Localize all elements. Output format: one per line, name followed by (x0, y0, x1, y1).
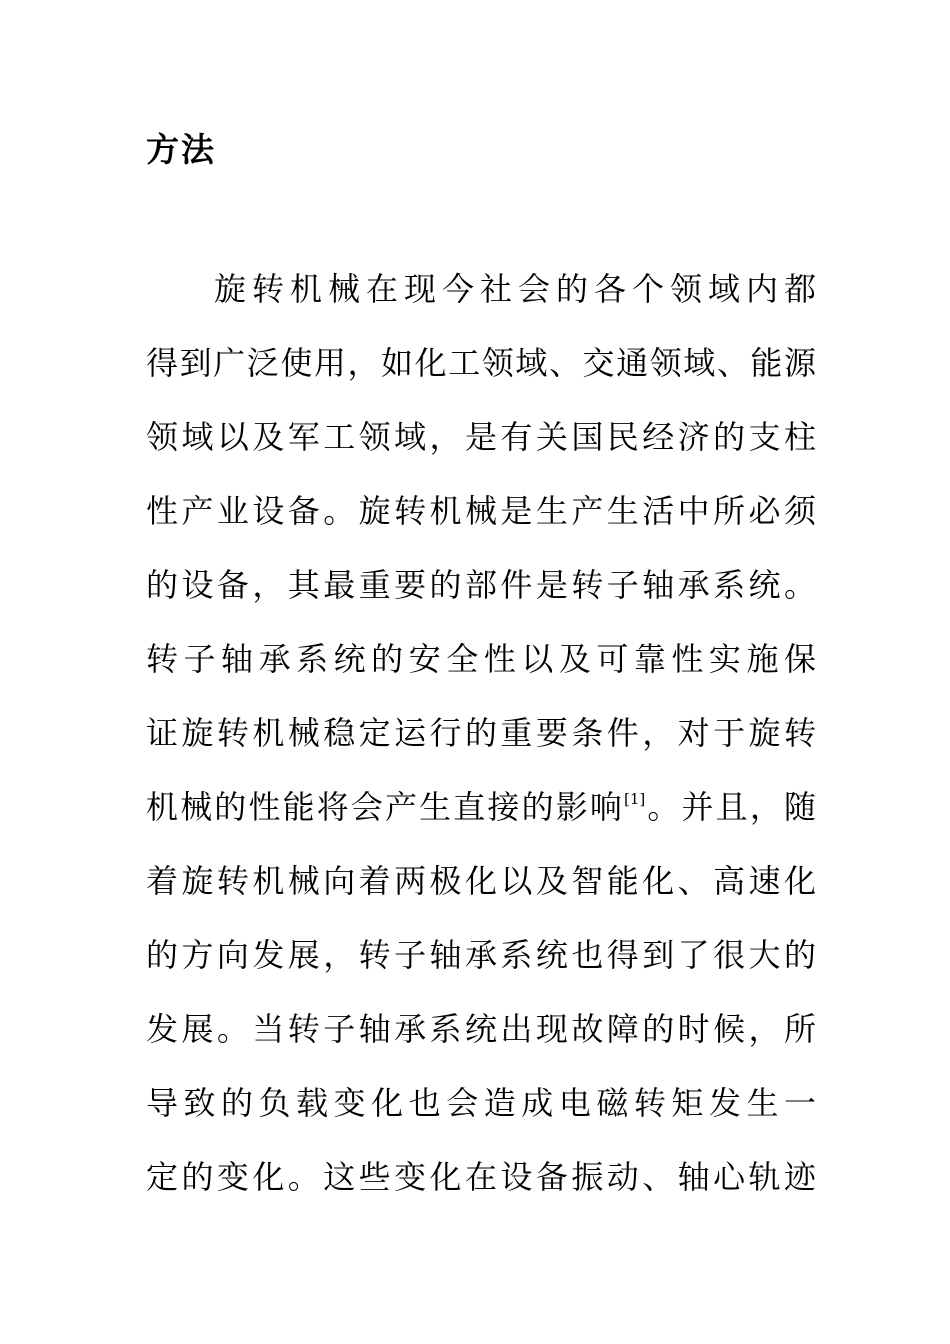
paragraph-line: 旋转机械在现今社会的各个领域内都 (214, 270, 816, 308)
citation-marker: [1] (624, 790, 646, 808)
body-paragraph (146, 260, 816, 1222)
line-text: 机械的性能将会产生直接的影响 (146, 788, 624, 826)
paragraph-line: 领域以及军工领域，是有关国民经济的支柱 (146, 418, 816, 456)
paragraph-line: 定的变化。这些变化在设备振动、轴心轨迹 (146, 1158, 816, 1196)
section-heading: 方法 (146, 130, 216, 169)
paragraph-line (146, 778, 816, 852)
paragraph-line: 导致的负载变化也会造成电磁转矩发生一 (146, 1084, 816, 1122)
paragraph-line: 得到广泛使用，如化工领域、交通领域、能源 (146, 344, 816, 382)
paragraph-line: 转子轴承系统的安全性以及可靠性实施保 (146, 640, 816, 678)
line-text-end: 随 (783, 788, 816, 826)
paragraph-line: 着旋转机械向着两极化以及智能化、高速化 (146, 862, 816, 900)
paragraph-line: 证旋转机械稳定运行的重要条件，对于旋转 (146, 714, 816, 752)
paragraph-line: 发展。当转子轴承系统出现故障的时候，所 (146, 1010, 816, 1048)
paragraph-line: 的设备，其最重要的部件是转子轴承系统。 (146, 566, 816, 604)
line-text-tail: 。并且， (645, 788, 784, 826)
paragraph-line: 性产业设备。旋转机械是生产生活中所必须 (146, 492, 816, 530)
paragraph-line: 的方向发展，转子轴承系统也得到了很大的 (146, 936, 816, 974)
